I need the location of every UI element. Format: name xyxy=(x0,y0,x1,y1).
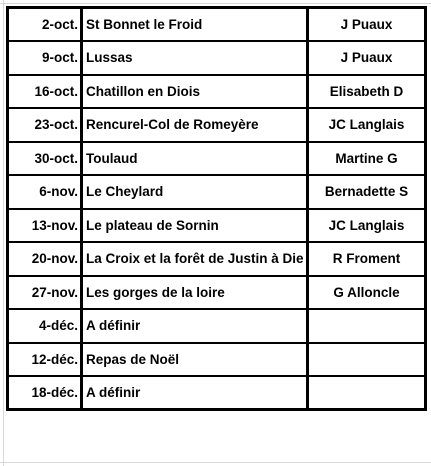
date-cell[interactable]: 20-nov. xyxy=(8,242,82,276)
table-row xyxy=(8,142,426,176)
sheet-gridline xyxy=(0,3,431,4)
date-cell[interactable]: 13-nov. xyxy=(8,209,82,243)
table-row xyxy=(8,41,426,75)
date-cell[interactable]: 18-déc. xyxy=(8,376,82,410)
place-cell[interactable]: La Croix et la forêt de Justin à Die xyxy=(82,242,308,276)
place-cell[interactable]: Rencurel-Col de Romeyère xyxy=(82,108,308,142)
leader-cell[interactable]: Elisabeth D xyxy=(308,75,426,109)
leader-cell[interactable]: Martine G xyxy=(308,142,426,176)
table-row xyxy=(8,343,426,377)
leader-cell[interactable]: R Froment xyxy=(308,242,426,276)
date-cell[interactable]: 9-oct. xyxy=(8,41,82,75)
leader-cell[interactable]: JC Langlais xyxy=(308,108,426,142)
sheet-gridline xyxy=(3,0,4,466)
sheet-gridline xyxy=(0,462,431,463)
place-cell[interactable]: A définir xyxy=(82,309,308,343)
leader-cell[interactable] xyxy=(308,376,426,410)
date-cell[interactable]: 27-nov. xyxy=(8,276,82,310)
leader-cell[interactable]: G Alloncle xyxy=(308,276,426,310)
date-cell[interactable]: 4-déc. xyxy=(8,309,82,343)
leader-cell[interactable]: J Puaux xyxy=(308,41,426,75)
table-row xyxy=(8,75,426,109)
leader-cell[interactable]: Bernadette S xyxy=(308,175,426,209)
place-cell[interactable]: Chatillon en Diois xyxy=(82,75,308,109)
leader-cell[interactable] xyxy=(308,309,426,343)
place-cell[interactable]: Repas de Noël xyxy=(82,343,308,377)
place-cell[interactable]: Le Cheylard xyxy=(82,175,308,209)
place-cell[interactable]: Les gorges de la loire xyxy=(82,276,308,310)
leader-cell[interactable] xyxy=(308,343,426,377)
table-row xyxy=(8,175,426,209)
table-row xyxy=(8,276,426,310)
schedule-table xyxy=(6,6,427,411)
place-cell[interactable]: St Bonnet le Froid xyxy=(82,8,308,42)
leader-cell[interactable]: JC Langlais xyxy=(308,209,426,243)
date-cell[interactable]: 12-déc. xyxy=(8,343,82,377)
table-row xyxy=(8,309,426,343)
table-row xyxy=(8,8,426,42)
date-cell[interactable]: 30-oct. xyxy=(8,142,82,176)
date-cell[interactable]: 23-oct. xyxy=(8,108,82,142)
date-cell[interactable]: 2-oct. xyxy=(8,8,82,42)
table-row xyxy=(8,209,426,243)
date-cell[interactable]: 16-oct. xyxy=(8,75,82,109)
place-cell[interactable]: Le plateau de Sornin xyxy=(82,209,308,243)
table-row xyxy=(8,108,426,142)
place-cell[interactable]: Lussas xyxy=(82,41,308,75)
place-cell[interactable]: Toulaud xyxy=(82,142,308,176)
place-cell[interactable]: A définir xyxy=(82,376,308,410)
table-row xyxy=(8,376,426,410)
leader-cell[interactable]: J Puaux xyxy=(308,8,426,42)
table-row xyxy=(8,242,426,276)
date-cell[interactable]: 6-nov. xyxy=(8,175,82,209)
